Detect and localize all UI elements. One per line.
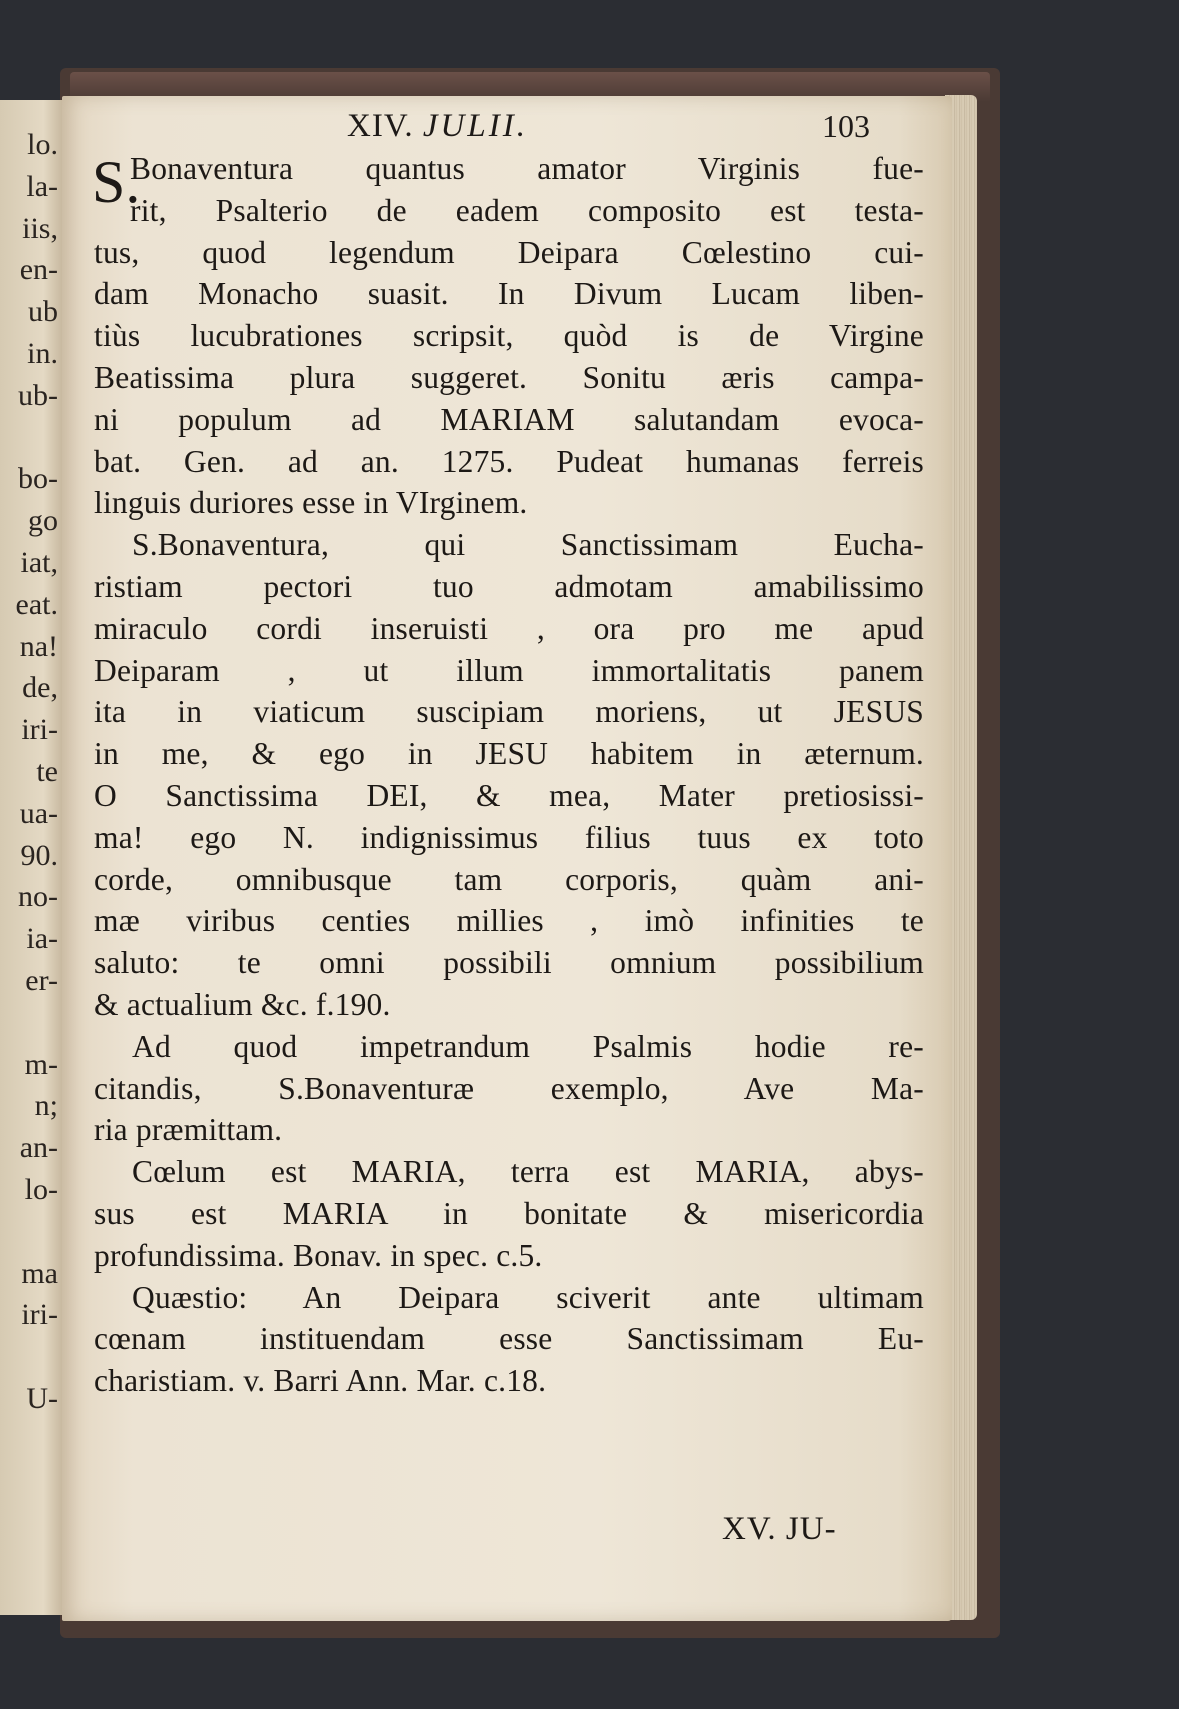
left-page-fragment: te <box>36 755 58 788</box>
text-line: ristiam pectori tuo admotam amabilissimo <box>94 568 924 604</box>
text-line: charistiam. v. Barri Ann. Mar. c.18. <box>94 1363 547 1399</box>
page-number: 103 <box>822 108 870 144</box>
left-page-fragment: eat. <box>15 587 58 621</box>
left-page-fragment: en- <box>19 253 58 287</box>
text-line: Beatissima plura suggeret. Sonitu æris campa- <box>94 359 924 395</box>
left-page-fragment: m- <box>24 1047 58 1081</box>
text-line: citandis, S.Bonaventuræ exemplo, Ave Ma- <box>94 1070 924 1106</box>
left-page-fragment: U- <box>26 1382 58 1415</box>
text-line: corde, omnibusque tam corporis, quàm ani- <box>94 861 924 897</box>
left-page-fragment: iri- <box>21 1298 58 1332</box>
text-line: dam Monacho suasit. In Divum Lucam liben- <box>94 276 924 312</box>
running-head: XIV. JULII. <box>347 108 528 144</box>
text-line: saluto: te omni possibili omnium possibilium <box>94 945 924 981</box>
text-line: Quæstio: An Deipara sciverit ante ultimam <box>132 1279 924 1315</box>
left-page-fragment: bo- <box>18 462 58 496</box>
text-line: mæ viribus centies millies , imò infinities te <box>94 903 924 939</box>
text-line: Cœlum est MARIA, terra est MARIA, abys- <box>132 1154 924 1190</box>
text-line: Ad quod impetrandum Psalmis hodie re- <box>132 1028 924 1064</box>
text-line: ma! ego N. indignissimus filius tuus ex toto <box>94 819 924 855</box>
left-page-fragment: iat, <box>20 546 58 579</box>
text-line: ni populum ad MARIAM salutandam evoca- <box>94 401 924 437</box>
left-page-fragment: iri- <box>21 713 58 747</box>
text-line: profundissima. Bonav. in spec. c.5. <box>94 1237 543 1273</box>
left-page-fragment: in. <box>27 337 58 370</box>
page-body <box>94 148 924 1402</box>
text-line: sus est MARIA in bonitate & misericordia <box>94 1195 924 1231</box>
left-page-fragment: n; <box>34 1089 58 1123</box>
left-page-fragment: er- <box>25 964 58 997</box>
left-page-fragment: go <box>28 504 58 538</box>
text-line: miraculo cordi inseruisti , ora pro me apud <box>94 610 924 646</box>
text-line: ria præmittam. <box>94 1112 283 1148</box>
left-page-fragment: lo- <box>24 1173 58 1206</box>
left-page-fragment: ub- <box>18 378 58 412</box>
text-line: rit, Psalterio de eadem composito est testa- <box>130 192 924 228</box>
text-line: & actualium &c. f.190. <box>94 986 391 1022</box>
left-page-fragment: 90. <box>20 838 58 872</box>
drop-cap: S. <box>92 149 141 215</box>
text-line: tiùs lucubrationes scripsit, quòd is de Virgine <box>94 318 924 354</box>
text-line: S.Bonaventura, qui Sanctissimam Eucha- <box>132 527 924 563</box>
left-page-fragment: lo. <box>27 128 58 161</box>
text-line: O Sanctissima DEI, & mea, Mater pretiosissi- <box>94 777 924 813</box>
left-page-fragment: ub <box>28 295 58 329</box>
text-line: in me, & ego in JESU habitem in æternum. <box>94 736 924 772</box>
left-page-fragment: an- <box>19 1131 58 1165</box>
page-header <box>62 108 952 148</box>
left-page-fragment: ua- <box>19 796 58 830</box>
left-page-fragment: iis, <box>22 211 58 245</box>
text-line: cœnam instituendam esse Sanctissimam Eu- <box>94 1321 924 1357</box>
previous-page-sliver <box>0 100 62 1615</box>
text-line: Deiparam , ut illum immortalitatis panem <box>94 652 924 688</box>
text-line: ita in viaticum suscipiam moriens, ut JESUS <box>94 694 924 730</box>
left-page-fragment: na! <box>19 629 58 663</box>
text-line: linguis duriores esse in VIrginem. <box>94 485 528 521</box>
left-page-fragment: ma <box>21 1256 58 1290</box>
book-page <box>62 96 952 1621</box>
left-page-fragment: ia- <box>26 922 58 956</box>
catchword: XV. JU- <box>722 1511 837 1547</box>
left-page-fragment: de, <box>22 671 58 705</box>
text-line: bat. Gen. ad an. 1275. Pudeat humanas ferreis <box>94 443 924 479</box>
text-line: tus, quod legendum Deipara Cœlestino cui- <box>94 234 924 270</box>
text-line: Bonaventura quantus amator Virginis fue- <box>130 151 924 186</box>
left-page-fragment: no- <box>18 880 58 914</box>
left-page-fragment: la- <box>26 169 58 203</box>
